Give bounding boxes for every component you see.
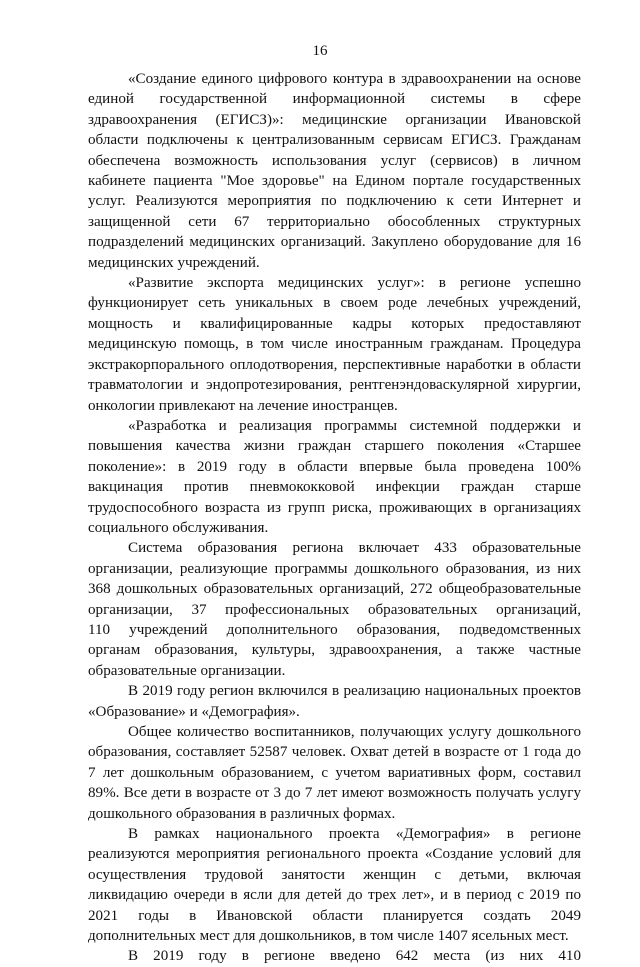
paragraph-4-line-1: Система образования региона включает 433 образовательные [128,540,581,557]
paragraph-5-line-2: «Образование» и «Демография». [88,703,300,720]
paragraph-7-line-3: осуществления трудовой занятости женщин с детьми, включая [88,866,581,883]
paragraph-1-line-10: медицинских учреждений. [88,254,260,271]
paragraph-4-line-3: 368 дошкольных образовательных организаций, 272 общеобразовательные [88,581,581,598]
paragraph-2-line-3: мощность и квалифицированные кадры которых предоставляют [88,315,581,332]
paragraph-1-line-2: единой государственной информационной системы в сфере [88,91,581,108]
paragraph-1-line-7: услуг. Реализуются мероприятия по подключению к сети Интернет и [88,193,581,210]
paragraph-2-line-6: травматологии и эндопротезирования, рентгенэндоваскулярной хирургии, [88,377,581,394]
paragraph-2-line-7: онкологии привлекают на лечение иностранцев. [88,397,398,414]
paragraph-6-line-1: Общее количество воспитанников, получающих услугу дошкольного [128,724,581,740]
paragraph-6-line-4: 89%. Все дети в возрасте от 3 до 7 лет имеют возможность получать услугу [88,785,581,802]
paragraph-6-line-2: образования, составляет 52587 человек. Охват детей в возрасте от 1 года до [88,744,581,761]
paragraph-7-line-2: реализуются мероприятия регионального проекта «Создание условий для [88,846,581,863]
paragraph-4-line-2: организации, реализующие программы дошкольного образования, из них [88,560,581,577]
paragraph-1-line-8: защищенной сети 67 территориально обособленных структурных [88,213,581,230]
paragraph-7-line-5: 2021 годы в Ивановской области планируется создать 2049 [88,907,581,924]
paragraph-4-line-5: 110 учреждений дополнительного образования, подведомственных [88,621,581,638]
document-body [88,69,581,967]
paragraph-1-line-3: здравоохранения (ЕГИСЗ)»: медицинские организации Ивановской [88,111,581,128]
paragraph-3-line-3: поколение»: в 2019 году в области впервые была проведена 100% [88,458,581,475]
paragraph-7-line-4: ликвидацию очереди в ясли для детей до трех лет», и в период с 2019 по [88,887,581,904]
paragraph-6-line-5: дошкольного образования в различных формах. [88,805,396,822]
paragraph-4-line-7: образовательные организации. [88,662,286,679]
paragraph-7-line-1: В рамках национального проекта «Демография» в регионе [128,826,581,843]
paragraph-1-line-4: области подключены к централизованным сервисам ЕГИСЗ. Гражданам [88,132,581,149]
paragraph-3-line-6: социального обслуживания. [88,519,269,536]
paragraph-7-line-6: дополнительных мест для дошкольников, в том числе 1407 ясельных мест. [88,928,569,945]
paragraph-2-line-2: функционирует сеть уникальных в своем роде лечебных учреждений, [88,295,581,312]
paragraph-3-line-1: «Разработка и реализация программы системной поддержки и [128,417,581,434]
paragraph-1-line-9: подразделений медицинских организаций. Закуплено оборудование для 16 [88,234,581,251]
paragraph-4-line-4: организации, 37 профессиональных образовательных организаций, [88,601,581,618]
page-number: 16 [312,43,328,59]
paragraph-1-line-5: обеспечена возможность использования услуг (сервисов) в личном [88,152,581,169]
paragraph-3-line-5: трудоспособного возраста из групп риска, проживающих в организациях [88,499,581,516]
paragraph-2-line-4: медицинскую помощь, в том числе иностранным гражданам. Процедура [88,336,581,353]
paragraph-4-line-6: органам образования, культуры, здравоохранения, а также частные [88,642,581,659]
paragraph-1-line-6: кабинете пациента "Мое здоровье" на Едином портале государственных [88,173,581,190]
paragraph-1-line-1: «Создание единого цифрового контура в здравоохранении на основе [128,71,581,87]
paragraph-8-line-1: В 2019 году в регионе введено 642 места (из них 410 [128,948,581,965]
paragraph-2-line-1: «Развитие экспорта медицинских услуг»: в регионе успешно [128,275,581,292]
paragraph-3-line-4: вакцинация против пневмококковой инфекции граждан старше [88,479,581,496]
paragraph-6-line-3: 7 лет дошкольным образованием, с учетом вариативных форм, составил [88,764,581,781]
paragraph-2-line-5: экстракорпорального оплодотворения, перспективные наработки в области [88,356,581,373]
paragraph-3-line-2: повышения качества жизни граждан старшего поколения «Старшее [88,438,581,455]
paragraph-5-line-1: В 2019 году регион включился в реализацию национальных проектов [128,683,581,700]
